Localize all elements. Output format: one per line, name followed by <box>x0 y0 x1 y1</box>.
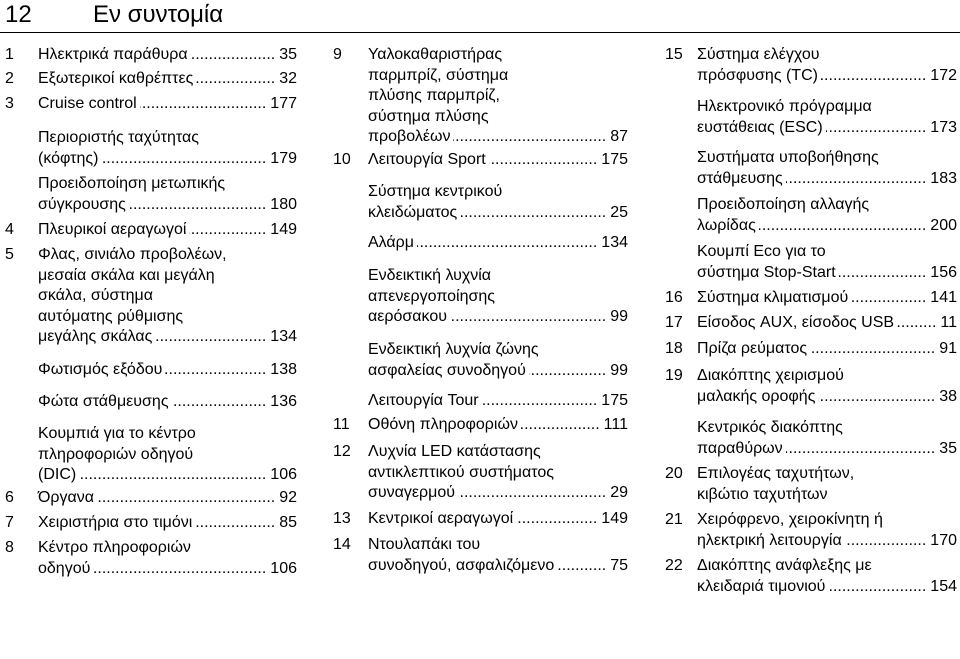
page-reference: 149 <box>270 221 297 238</box>
dot-leader <box>759 216 927 237</box>
entry-line <box>368 483 628 504</box>
page-reference: 180 <box>270 195 297 213</box>
entry-label: Λειτουργία Sport <box>368 151 486 168</box>
index-entry <box>665 556 957 597</box>
page-reference: 106 <box>270 466 297 483</box>
entry-label: Πλευρικοί αεραγωγοί <box>38 221 187 238</box>
dot-leader <box>450 307 606 328</box>
entry-line <box>38 45 297 66</box>
page-reference: 156 <box>930 263 957 281</box>
entry-label: Πρίζα ρεύματος <box>697 340 808 357</box>
dot-leader <box>460 203 606 224</box>
entry-label: Ενδεικτική λυχνία ζώνης <box>368 341 539 358</box>
entry-label: Εξωτερικοί καθρέπτες <box>38 70 194 87</box>
index-entry <box>665 366 957 407</box>
entry-label: κιβώτιο ταχυτήτων <box>697 485 828 503</box>
entry-label: κλειδώματος <box>368 203 458 221</box>
entry-line <box>368 107 628 128</box>
entry-line <box>38 360 297 381</box>
entry-line <box>38 245 297 266</box>
item-number: 20 <box>665 465 683 482</box>
dot-leader <box>489 150 598 171</box>
page-reference: 200 <box>930 216 957 234</box>
entry-line <box>38 195 297 216</box>
entry-line <box>697 288 957 309</box>
dot-leader <box>482 391 598 412</box>
entry-line <box>368 66 628 87</box>
entry-line <box>368 182 628 203</box>
page-reference: 175 <box>601 151 628 168</box>
page-reference: 91 <box>939 340 957 357</box>
index-entry <box>665 97 957 138</box>
entry-label: μεγάλης σκάλας <box>38 328 153 345</box>
dot-leader <box>839 263 927 284</box>
entry-label: Ηλεκτρικά παράθυρα <box>38 46 188 63</box>
entry-line <box>368 442 628 463</box>
entry-label: ευστάθειας (ESC) <box>697 118 823 136</box>
entry-line <box>697 387 957 408</box>
item-number: 8 <box>5 539 14 556</box>
entry-line <box>697 148 957 169</box>
dot-leader <box>196 69 275 90</box>
dot-leader <box>845 531 927 552</box>
page-reference: 87 <box>610 128 628 145</box>
dot-leader <box>826 118 927 139</box>
item-number: 19 <box>665 367 683 384</box>
entry-line <box>697 366 957 387</box>
entry-label: ηλεκτρική λειτουργία <box>697 531 842 549</box>
entry-line <box>38 69 297 90</box>
entry-label: Όργανα <box>38 489 94 506</box>
entry-line <box>38 445 297 466</box>
entry-label: κλειδαριά τιμονιού <box>697 577 826 595</box>
entry-line <box>38 327 297 348</box>
entry-label: αντικλεπτικού συστήματος <box>368 463 554 481</box>
entry-label: πληροφοριών οδηγού <box>38 445 194 463</box>
page-reference: 11 <box>940 314 957 331</box>
dot-leader <box>786 439 936 460</box>
page-reference: 38 <box>939 387 957 405</box>
page-reference: 136 <box>270 393 297 410</box>
entry-line <box>697 577 957 598</box>
entry-label: σκάλα, σύστημα <box>38 287 154 304</box>
index-entry <box>665 45 957 86</box>
index-entry <box>333 535 628 576</box>
entry-line <box>38 266 297 287</box>
index-entry <box>333 340 628 381</box>
entry-label: Χειρόφρενο, χειροκίνητη ή <box>697 511 883 528</box>
entry-label: σύστημα πλύσης <box>368 107 489 125</box>
entry-label: απενεργοποίησης <box>368 287 495 305</box>
page-reference: 173 <box>930 118 957 136</box>
page-reference: 75 <box>610 556 628 574</box>
dot-leader <box>191 45 276 66</box>
entry-label: Κεντρικοί αεραγωγοί <box>368 510 514 527</box>
entry-line <box>368 340 628 361</box>
item-number: 7 <box>5 514 14 531</box>
entry-label: Ηλεκτρονικό πρόγραμμα <box>697 98 872 115</box>
entry-label: μαλακής οροφής <box>697 387 816 405</box>
entry-line <box>38 94 297 115</box>
dot-leader <box>189 220 266 241</box>
entry-line <box>697 510 957 531</box>
item-number: 4 <box>5 221 14 238</box>
entry-line <box>368 127 628 148</box>
entry-label: (DIC) <box>38 466 77 483</box>
dot-leader <box>79 465 266 486</box>
item-number: 9 <box>333 46 342 63</box>
entry-label: (κόφτης) <box>38 149 99 167</box>
index-entry <box>665 510 957 551</box>
entry-label: αυτόματης ρύθμισης <box>38 307 184 325</box>
page-reference: 99 <box>610 361 628 379</box>
index-entry <box>665 313 957 334</box>
index-column-middle <box>333 45 628 576</box>
page-reference: 25 <box>610 203 628 221</box>
entry-label: Αλάρμ <box>368 234 414 251</box>
entry-line <box>368 535 628 556</box>
item-number: 21 <box>665 511 683 528</box>
page-reference: 29 <box>610 484 628 501</box>
page-header <box>0 0 960 33</box>
entry-line <box>38 559 297 580</box>
entry-line <box>368 556 628 577</box>
entry-label: Περιοριστής ταχύτητας <box>38 129 199 146</box>
page-reference: 141 <box>930 289 957 306</box>
entry-label: συναγερμού <box>368 484 455 501</box>
index-entry <box>5 45 297 66</box>
dot-leader <box>521 415 600 436</box>
dot-leader <box>101 149 266 170</box>
entry-label: Διακόπτης ανάφλεξης με <box>697 557 872 574</box>
index-entry <box>5 513 297 534</box>
page-reference: 149 <box>601 510 628 527</box>
index-entry <box>333 45 628 148</box>
index-entry <box>333 233 628 254</box>
page-reference: 106 <box>270 559 297 577</box>
index-entry <box>665 464 957 505</box>
index-entry <box>333 415 628 436</box>
item-number: 11 <box>333 416 350 433</box>
index-entry <box>333 442 628 504</box>
entry-line <box>697 45 957 66</box>
entry-label: Προειδοποίηση αλλαγής <box>697 196 870 213</box>
entry-line <box>368 266 628 287</box>
entry-label: παραθύρων <box>697 439 783 457</box>
page-reference: 183 <box>930 169 957 187</box>
index-entry <box>5 424 297 486</box>
item-number: 2 <box>5 70 14 87</box>
entry-label: Διακόπτης χειρισμού <box>697 367 844 384</box>
entry-line <box>697 464 957 485</box>
entry-label: Φώτα στάθμευσης <box>38 393 169 410</box>
index-entry <box>5 245 297 348</box>
index-entry <box>333 266 628 328</box>
entry-line <box>38 220 297 241</box>
header-page-number: 12 <box>5 1 32 28</box>
entry-line <box>368 203 628 224</box>
page-reference: 177 <box>270 95 297 112</box>
entry-label: Σύστημα κλιματισμού <box>697 289 849 306</box>
dot-leader <box>129 195 266 216</box>
entry-line <box>38 149 297 170</box>
entry-line <box>697 418 957 439</box>
entry-line <box>368 233 628 254</box>
entry-label: Κεντρικός διακόπτης <box>697 419 843 436</box>
page-reference: 32 <box>279 70 297 87</box>
page-reference: 35 <box>279 46 297 63</box>
entry-label: Λυχνία LED κατάστασης <box>368 443 541 460</box>
dot-leader <box>417 233 597 254</box>
entry-line <box>697 216 957 237</box>
dot-leader <box>93 559 266 580</box>
index-entry <box>5 94 297 115</box>
entry-line <box>368 287 628 308</box>
entry-label: Προειδοποίηση μετωπικής <box>38 175 226 192</box>
page-reference: 170 <box>930 531 957 549</box>
entry-line <box>368 463 628 484</box>
page-reference: 138 <box>270 361 297 378</box>
entry-label: Υαλοκαθαριστήρας <box>368 46 503 63</box>
page-reference: 134 <box>601 234 628 251</box>
entry-line <box>697 118 957 139</box>
index-column-left <box>5 45 297 579</box>
index-entry <box>333 509 628 530</box>
entry-label: παρμπρίζ, σύστημα <box>368 66 509 84</box>
index-entry <box>5 69 297 90</box>
item-number: 5 <box>5 246 14 263</box>
entry-label: Λειτουργία Tour <box>368 392 479 409</box>
entry-line <box>38 513 297 534</box>
index-entry <box>5 360 297 381</box>
dot-leader <box>516 509 597 530</box>
entry-label: πλύσης παρμπρίζ, <box>368 87 500 104</box>
item-number: 15 <box>665 46 683 63</box>
entry-label: Είσοδος AUX, είσοδος USB <box>697 314 895 331</box>
entry-line <box>38 424 297 445</box>
index-entry <box>333 182 628 223</box>
entry-label: λωρίδας <box>697 216 756 234</box>
entry-label: Σύστημα ελέγχου <box>697 46 820 63</box>
dot-leader <box>155 327 266 348</box>
dot-leader <box>165 360 266 381</box>
index-entry <box>333 150 628 171</box>
entry-label: Ενδεικτική λυχνία <box>368 267 492 284</box>
item-number: 22 <box>665 557 683 574</box>
index-entry <box>665 148 957 189</box>
entry-line <box>697 485 957 506</box>
page-reference: 172 <box>930 66 957 84</box>
dot-leader <box>818 387 935 408</box>
entry-label: Χειριστήρια στο τιμόνι <box>38 514 193 531</box>
entry-line <box>368 150 628 171</box>
index-entry <box>333 391 628 412</box>
item-number: 1 <box>5 46 14 63</box>
page-reference: 111 <box>603 416 628 433</box>
index-entry <box>665 195 957 236</box>
entry-label: σύγκρουσης <box>38 195 126 213</box>
dot-leader <box>557 556 606 577</box>
item-number: 10 <box>333 151 351 168</box>
dot-leader <box>821 66 926 87</box>
entry-label: Συστήματα υποβοήθησης <box>697 149 879 166</box>
entry-line <box>697 242 957 263</box>
entry-line <box>38 174 297 195</box>
entry-line <box>38 128 297 149</box>
entry-label: πρόσφυσης (TC) <box>697 66 818 84</box>
entry-label: στάθμευσης <box>697 169 783 187</box>
entry-line <box>368 391 628 412</box>
entry-line <box>368 307 628 328</box>
entry-line <box>38 488 297 509</box>
item-number: 3 <box>5 95 14 112</box>
dot-leader <box>529 361 606 382</box>
entry-label: Κουμπί Eco για το <box>697 243 826 260</box>
dot-leader <box>828 577 926 598</box>
entry-line <box>38 286 297 307</box>
dot-leader <box>453 127 606 148</box>
index-entry <box>665 339 957 360</box>
entry-label: οδηγού <box>38 559 91 577</box>
item-number: 18 <box>665 340 683 357</box>
entry-line <box>697 313 957 334</box>
entry-line <box>697 195 957 216</box>
index-entry <box>5 128 297 169</box>
entry-line <box>368 86 628 107</box>
page-title: Εν συντομία <box>93 1 224 28</box>
entry-line <box>697 556 957 577</box>
page-reference: 99 <box>610 308 628 325</box>
index-entry <box>5 488 297 509</box>
entry-line <box>368 45 628 66</box>
item-number: 16 <box>665 289 683 306</box>
entry-line <box>697 531 957 552</box>
item-number: 6 <box>5 489 14 506</box>
entry-label: αερόσακου <box>368 308 447 325</box>
entry-label: Φλας, σινιάλο προβολέων, <box>38 246 227 263</box>
dot-leader <box>195 513 275 534</box>
dot-leader <box>97 488 275 509</box>
dot-leader <box>172 392 267 413</box>
index-entry <box>665 288 957 309</box>
entry-line <box>38 392 297 413</box>
page-reference: 175 <box>601 392 628 409</box>
entry-label: ασφαλείας συνοδηγού <box>368 361 526 379</box>
dot-leader <box>140 94 267 115</box>
entry-label: Σύστημα κεντρικού <box>368 183 503 200</box>
entry-label: σύστημα Stop-Start <box>697 263 836 281</box>
index-entry <box>5 538 297 579</box>
entry-label: Κέντρο πληροφοριών <box>38 539 191 556</box>
index-entry <box>665 242 957 283</box>
index-column-right <box>665 45 957 597</box>
entry-label: Κουμπιά για το κέντρο <box>38 425 196 442</box>
entry-line <box>697 97 957 118</box>
dot-leader <box>810 339 935 360</box>
dot-leader <box>897 313 936 334</box>
entry-line <box>697 339 957 360</box>
page-reference: 35 <box>939 439 957 457</box>
item-number: 14 <box>333 536 351 553</box>
page-reference: 134 <box>270 328 297 345</box>
page-reference: 179 <box>270 149 297 167</box>
dot-leader <box>786 169 927 190</box>
dot-leader <box>458 483 606 504</box>
entry-label: Επιλογέας ταχυτήτων, <box>697 465 855 482</box>
index-entry <box>5 220 297 241</box>
entry-line <box>697 66 957 87</box>
page-reference: 154 <box>930 577 957 595</box>
index-entry <box>5 174 297 215</box>
entry-line <box>368 361 628 382</box>
entry-label: προβολέων <box>368 128 451 145</box>
page-reference: 92 <box>279 489 297 506</box>
page-reference: 85 <box>279 514 297 531</box>
item-number: 17 <box>665 314 683 331</box>
entry-label: Οθόνη πληροφοριών <box>368 416 518 433</box>
entry-line <box>368 415 628 436</box>
index-entry <box>5 392 297 413</box>
entry-line <box>697 439 957 460</box>
entry-label: Ντουλαπάκι του <box>368 536 481 553</box>
dot-leader <box>851 288 926 309</box>
entry-line <box>38 465 297 486</box>
item-number: 12 <box>333 443 351 460</box>
entry-label: Φωτισμός εξόδου <box>38 361 163 378</box>
entry-line <box>38 307 297 328</box>
entry-line <box>697 169 957 190</box>
index-entry <box>665 418 957 459</box>
entry-line <box>38 538 297 559</box>
item-number: 13 <box>333 510 351 527</box>
entry-label: συνοδηγού, ασφαλιζόμενο <box>368 556 555 574</box>
entry-line <box>368 509 628 530</box>
entry-line <box>697 263 957 284</box>
entry-label: Cruise control <box>38 95 137 112</box>
entry-label: μεσαία σκάλα και μεγάλη <box>38 266 215 284</box>
